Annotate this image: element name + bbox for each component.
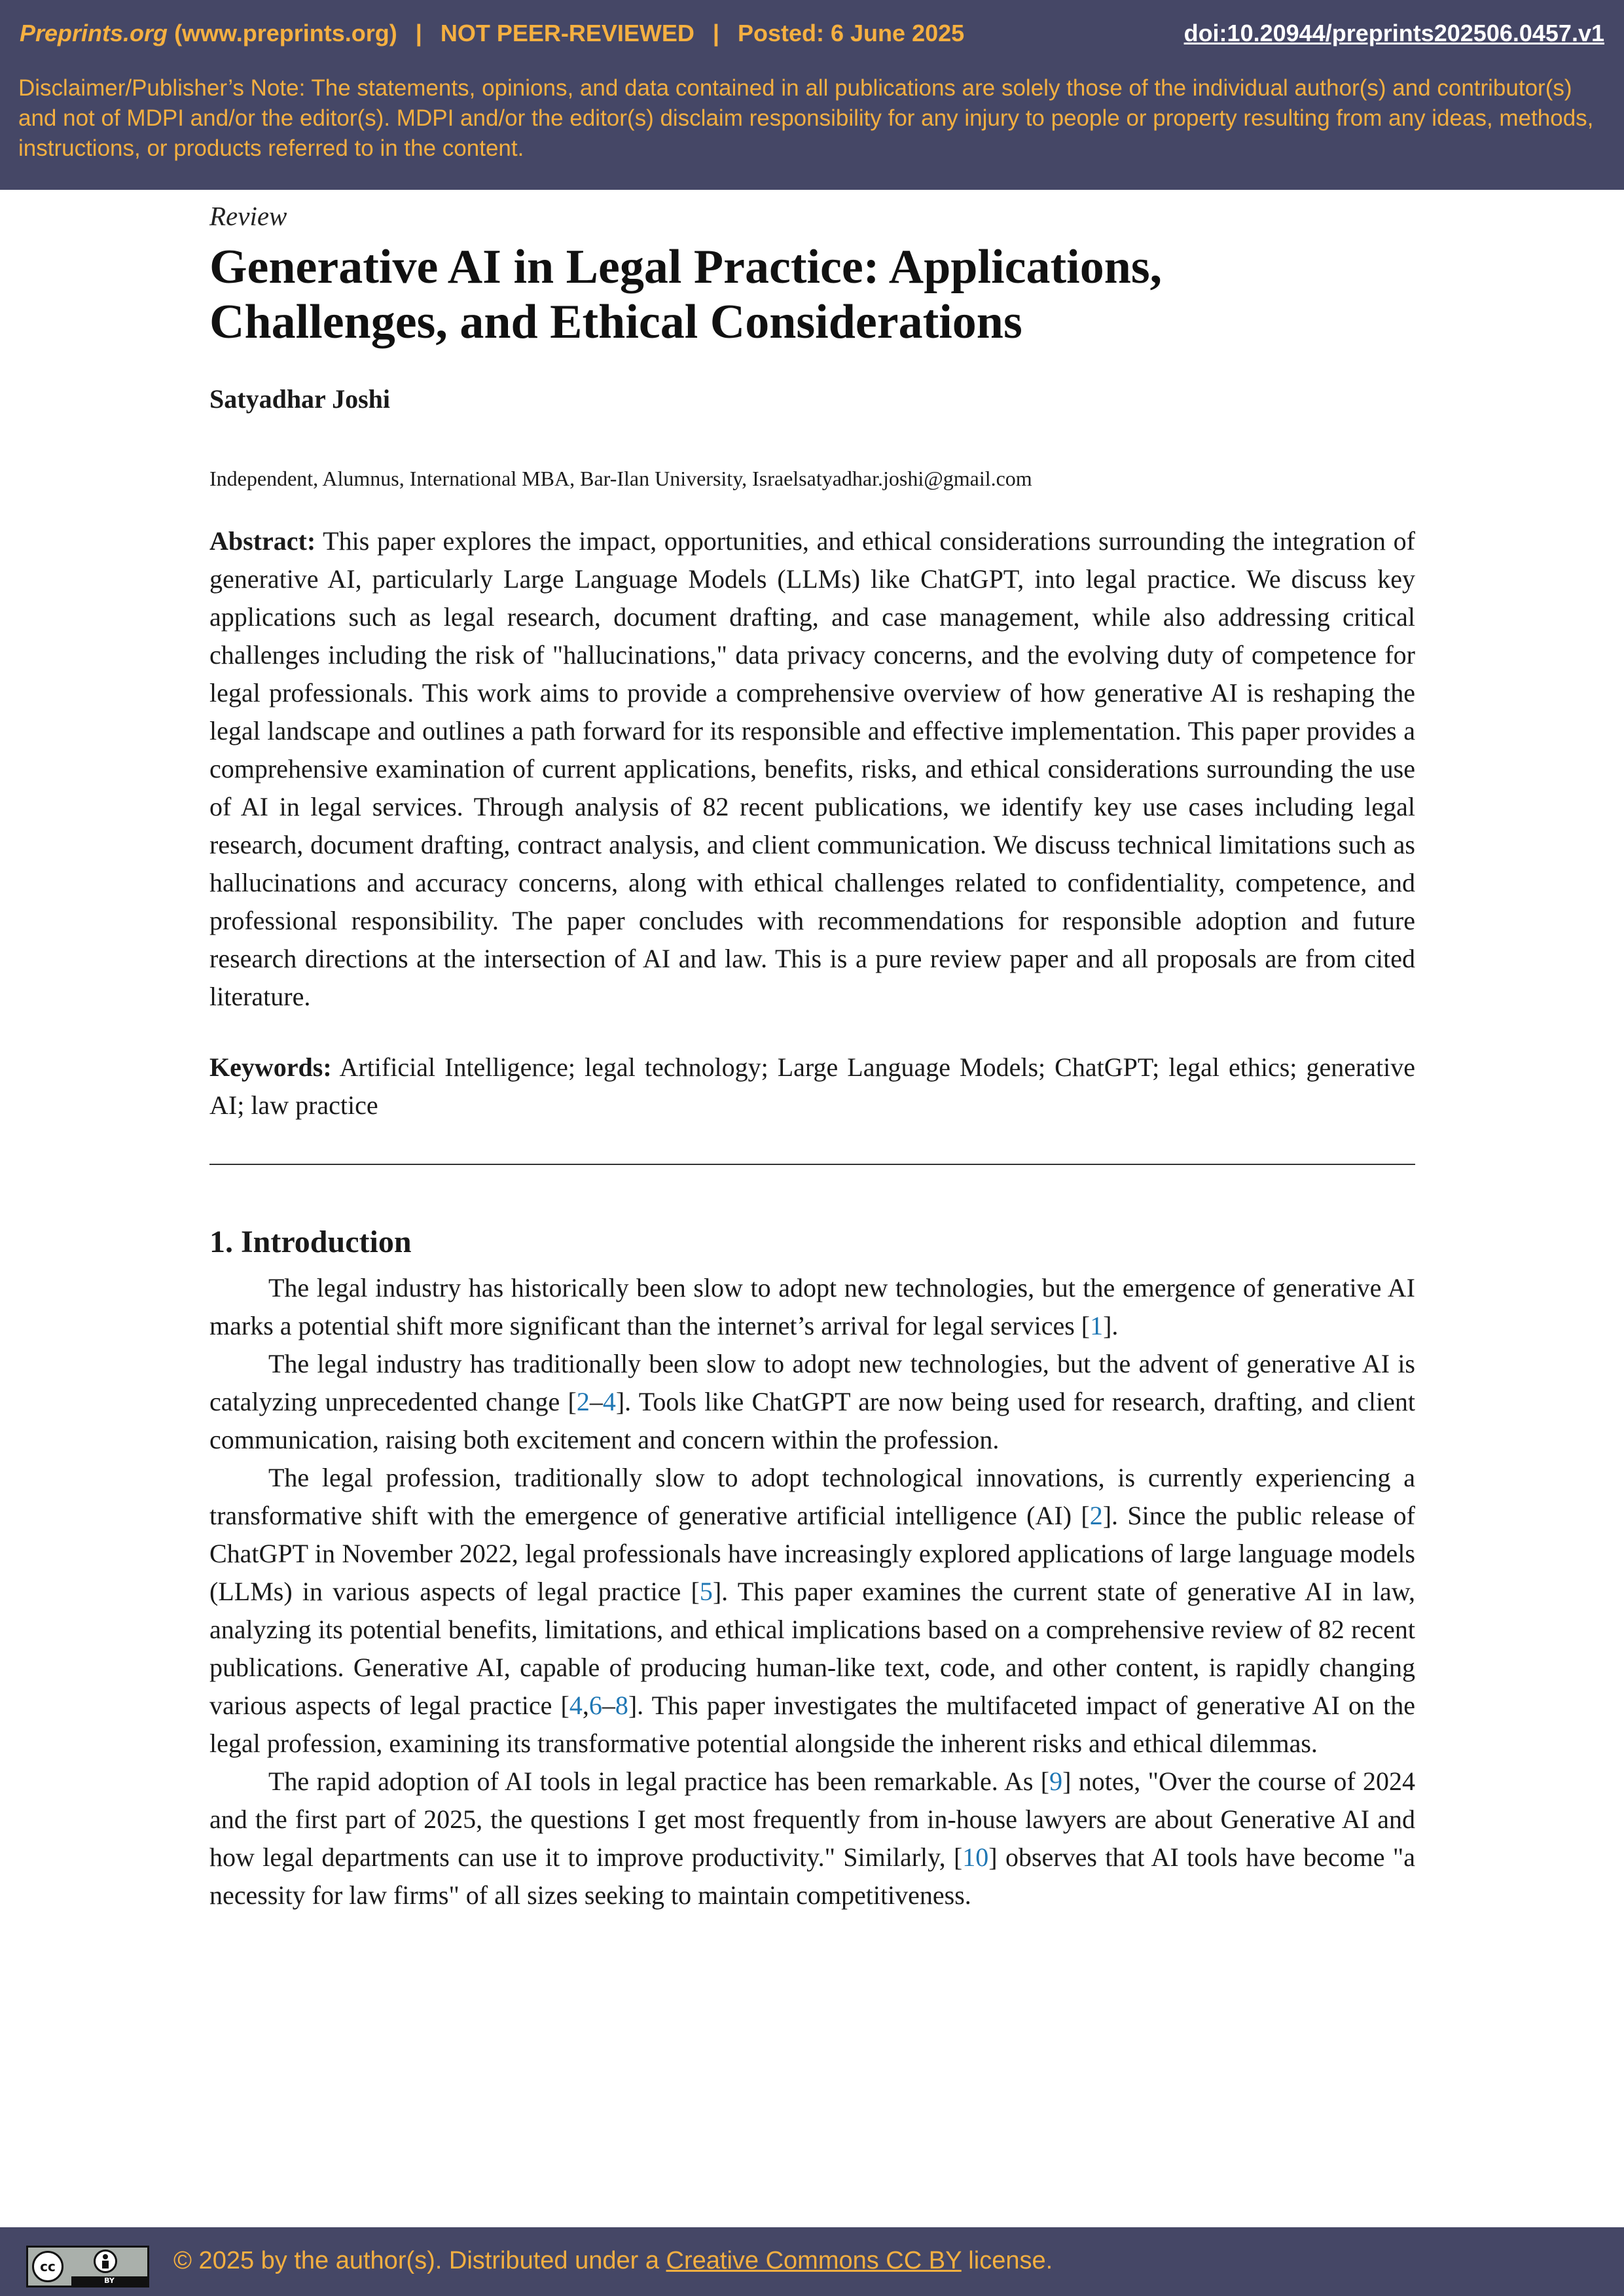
by-label: BY [71, 2276, 147, 2286]
citation-link[interactable]: 8 [615, 1691, 628, 1720]
attribution-person-icon [94, 2250, 117, 2273]
abstract-label: Abstract: [209, 526, 316, 556]
citation-link[interactable]: 1 [1090, 1311, 1104, 1340]
title-line-2: Challenges, and Ethical Considerations [209, 295, 1022, 349]
intro-paragraph-2 [209, 1345, 1415, 1459]
keywords [209, 1049, 1415, 1124]
banner-separator: | [712, 20, 719, 46]
preprint-banner [0, 0, 1624, 190]
license-prefix: © 2025 by the author(s). Distributed under a [173, 2247, 666, 2274]
license-footer [0, 2227, 1624, 2296]
license-statement [173, 2247, 1053, 2275]
cc-by-license-badge[interactable] [26, 2246, 149, 2287]
citation-link[interactable]: 6 [588, 1691, 602, 1720]
citation-link[interactable]: 4 [602, 1387, 616, 1416]
citation-link[interactable]: 4 [569, 1691, 583, 1720]
posted-date: Posted: 6 June 2025 [738, 20, 965, 46]
citation-link[interactable]: 9 [1049, 1767, 1063, 1796]
abstract-text: This paper explores the impact, opportunities, and ethical considerations surrounding the integration of generative AI, particularly Large Language Models (LLMs) like ChatGPT, into legal practice. We discuss key applications such as legal research, document drafting, and case management, while also addressing critical challenges including the risk of "hallucinations," data privacy concerns, and the evolving duty of competence for legal professionals. This work aims to provide a comprehensive overview of how generative AI is reshaping the legal landscape and outlines a path forward for its responsible and effective implementation. This paper provides a comprehensive examination of current applications, benefits, risks, and ethical considerations surrounding the use of AI in legal services. Through analysis of 82 recent publications, we identify key use cases including legal research, document drafting, contract analysis, and client communication. We discuss technical limitations such as hallucinations and accuracy concerns, along with ethical challenges related to confidentiality, competence, and professional responsibility. The paper concludes with recommendations for responsible adoption and future research directions at the intersection of AI and law. This is a pure review paper and all proposals are from cited literature. [209, 526, 1415, 1011]
para-text: ]. This paper investigates the multifaceted impact of generative AI on the legal profession, examining its transformative potential alongside the inherent risks and ethical dilemmas. [209, 1691, 1415, 1758]
article-body [209, 196, 1415, 1914]
abstract [209, 522, 1415, 1016]
section-divider [209, 1164, 1415, 1165]
review-status: NOT PEER-REVIEWED [440, 20, 695, 46]
keywords-label: Keywords: [209, 1052, 332, 1082]
para-text: ]. Since the public release of ChatGPT in November 2022, legal professionals have increasingly explored applications of large language models (LLMs) in various aspects of legal practice [ [209, 1501, 1416, 1606]
citation-comma: , [582, 1691, 589, 1720]
para-text: The legal industry has historically been slow to adopt new technologies, but the emergence of generative AI marks a potential shift more significant than the internet’s arrival for legal services [ [209, 1273, 1415, 1340]
title-line-1: Generative AI in Legal Practice: Applications, [209, 240, 1163, 294]
intro-paragraph-3 [209, 1459, 1415, 1763]
para-text: The rapid adoption of AI tools in legal practice has been remarkable. As [ [268, 1767, 1050, 1796]
para-text: ]. [1103, 1311, 1119, 1340]
article-type: Review [209, 201, 287, 231]
citation-link[interactable]: 2 [576, 1387, 590, 1416]
para-text: ] observes that AI tools have become "a necessity for law firms" of all sizes seeking to maintain competitiveness. [209, 1842, 1415, 1910]
para-text: ]. This paper examines the current state of generative AI in law, analyzing its potential benefits, limitations, and ethical implications based on a comprehensive review of 82 recent publications. Generative AI, capable of producing human-like text, code, and other content, is rapidly changing various aspects of legal practice [ [209, 1577, 1415, 1720]
cc-logo-icon: cc [32, 2251, 63, 2282]
intro-paragraph-1 [209, 1269, 1415, 1345]
citation-link[interactable]: 5 [699, 1577, 713, 1606]
citation-range-dash: – [602, 1691, 615, 1720]
license-suffix: license. [961, 2247, 1053, 2274]
para-text: ] notes, "Over the course of 2024 and the first part of 2025, the questions I get most frequently from in-house lawyers are about Generative AI and how legal departments can use it to improve productivity." Similarly, [ [209, 1767, 1416, 1872]
citation-link[interactable]: 2 [1089, 1501, 1103, 1530]
article-title [209, 240, 1415, 350]
para-text: ]. Tools like ChatGPT are now being used for research, drafting, and client communication, raising both excitement and concern within the profession. [209, 1387, 1415, 1454]
banner-separator: | [415, 20, 422, 46]
para-text: The legal profession, traditionally slow to adopt technological innovations, is currently experiencing a transformative shift with the emergence of generative artificial intelligence (AI) [ [209, 1463, 1415, 1530]
citation-link[interactable]: 10 [962, 1842, 989, 1872]
doi-link[interactable]: doi:10.20944/preprints202506.0457.v1 [1183, 20, 1604, 46]
license-link[interactable]: Creative Commons CC BY [666, 2247, 962, 2274]
publisher-disclaimer: Disclaimer/Publisher’s Note: The statements, opinions, and data contained in all publications are solely those of the individual author(s) and contributor(s) and not of MDPI and/or the editor(s). MDPI and/or the editor(s) disclaim responsibility for any injury to people or property resulting from any ideas, methods, instructions, or products referred to in the content. [18, 75, 1594, 161]
author-name: Satyadhar Joshi [209, 384, 391, 414]
author-affiliation: Independent, Alumnus, International MBA, Bar-Ilan University, Israelsatyadhar.joshi@gmail.com [209, 467, 1032, 490]
preprints-site[interactable]: (www.preprints.org) [174, 20, 397, 46]
intro-paragraph-4 [209, 1763, 1415, 1914]
keywords-text: Artificial Intelligence; legal technology; Large Language Models; ChatGPT; legal ethics; generative AI; law practice [209, 1052, 1416, 1120]
citation-range-dash: – [589, 1387, 603, 1416]
para-text: The legal industry has traditionally been slow to adopt new technologies, but the advent of generative AI is catalyzing unprecedented change [ [209, 1349, 1415, 1416]
preprints-brand[interactable]: Preprints.org [20, 20, 168, 46]
section-heading-introduction: 1. Introduction [209, 1225, 412, 1259]
